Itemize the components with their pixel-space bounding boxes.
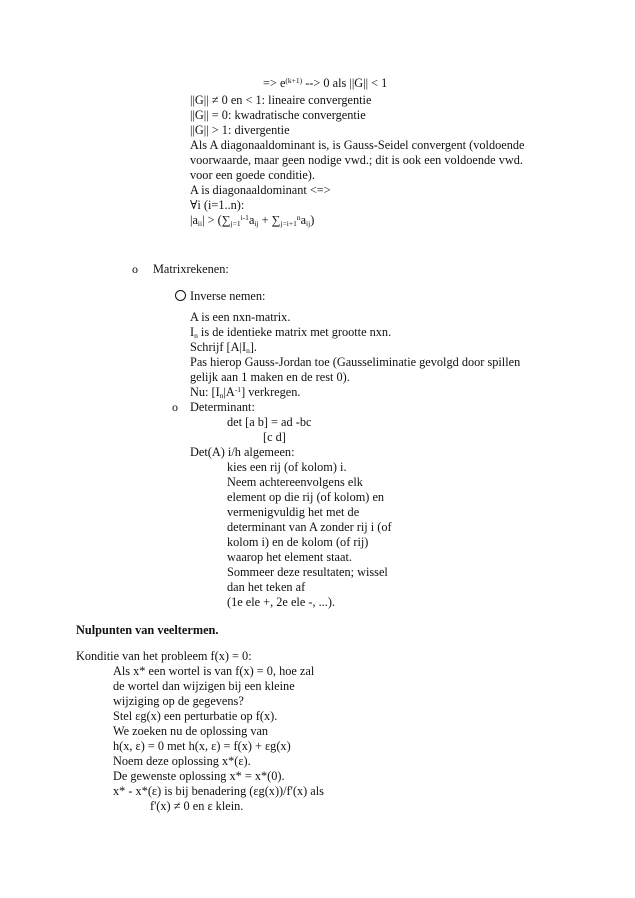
- convergence-line-9: ∀i (i=1..n):: [190, 198, 245, 212]
- determinant-text-line: waarop het element staat.: [227, 550, 352, 564]
- determinant-text-line: (1e ele +, 2e ele -, ...).: [227, 595, 335, 609]
- nulpunten-last-line: f'(x) ≠ 0 en ε klein.: [150, 799, 244, 813]
- diagonal-dominance-formula: $|a_{ii}| > (\sum_{j=1}^{i-1}a_{ij} + \sum_{j=i+1}^na_{ij})$: [190, 213, 315, 228]
- convergence-line-7: voor een goede conditie).: [190, 168, 315, 182]
- section-title-matrixrekenen: Matrixrekenen:: [153, 262, 229, 276]
- section-heading-nulpunten: Nulpunten van veeltermen.: [76, 623, 219, 637]
- nulpunten-text-line: Stel εg(x) een perturbatie op f(x).: [113, 709, 278, 723]
- determinant-text-line: element op die rij (of kolom) en: [227, 490, 385, 504]
- nulpunten-text-line: h(x, ε) = 0 met h(x, ε) = f(x) + εg(x): [113, 739, 291, 753]
- convergence-line-5: Als A diagonaaldominant is, is Gauss-Seidel convergent (voldoende: [190, 138, 525, 152]
- determinant-text-line: dan het teken af: [227, 580, 306, 594]
- determinant-text-line: Sommeer deze resultaten; wissel: [227, 565, 388, 579]
- determinant-text-line: kies een rij (of kolom) i.: [227, 460, 347, 474]
- nulpunten-intro: Konditie van het probleem f(x) = 0:: [76, 649, 252, 663]
- nulpunten-text-line: de wortel dan wijzigen bij een kleine: [113, 679, 295, 693]
- inverse-line-1: A is een nxn-matrix.: [190, 310, 291, 324]
- nulpunten-text-line: Noem deze oplossing x*(ε).: [113, 754, 251, 768]
- nulpunten-text-line: We zoeken nu de oplossing van: [113, 724, 269, 738]
- determinant-line-1: det [a b] = ad -bc: [227, 415, 312, 429]
- subsection-title-determinant: Determinant:: [190, 400, 255, 414]
- convergence-line-3: ||G|| = 0: kwadratische convergentie: [190, 108, 366, 122]
- nulpunten-text-line: De gewenste oplossing x* = x*(0).: [113, 769, 285, 783]
- list-bullet: o: [172, 400, 178, 414]
- determinant-general-title: Det(A) i/h algemeen:: [190, 445, 295, 459]
- convergence-line-6: voorwaarde, maar geen nodige vwd.; dit is ook een voldoende vwd.: [190, 153, 523, 167]
- inverse-line-4: Pas hierop Gauss-Jordan toe (Gausseliminatie gevolgd door spillen: [190, 355, 521, 369]
- nulpunten-text-line: Als x* een wortel is van f(x) = 0, hoe zal: [113, 664, 315, 678]
- inverse-line-5: gelijk aan 1 maken en de rest 0).: [190, 370, 350, 384]
- determinant-text-line: kolom i) en de kolom (of rij): [227, 535, 369, 549]
- list-bullet: o: [132, 262, 138, 276]
- determinant-text-line: determinant van A zonder rij i (of: [227, 520, 392, 534]
- determinant-text-line: Neem achtereenvolgens elk: [227, 475, 363, 489]
- inverse-line-6: Nu: $[I_n|A^{-1}]$ verkregen.: [190, 385, 301, 400]
- determinant-text-line: vermenigvuldig het met de: [227, 505, 360, 519]
- nulpunten-text-line: x* - x*(ε) is bij benadering (εg(x))/f'(x) als: [113, 784, 324, 798]
- inverse-line-2: $I_n$ is de identieke matrix met grootte nxn.: [190, 325, 392, 340]
- convergence-line-1: => $e^{(k+1)}$ --> 0 als ||G|| < 1: [263, 76, 388, 90]
- convergence-line-4: ||G|| > 1: divergentie: [190, 123, 290, 137]
- subsection-title-inverse: Inverse nemen:: [190, 289, 266, 303]
- convergence-line-8: A is diagonaaldominant <=>: [190, 183, 331, 197]
- inverse-line-3: Schrijf $[A|I_n]$.: [190, 340, 257, 355]
- convergence-line-2: ||G|| ≠ 0 en < 1: lineaire convergentie: [190, 93, 372, 107]
- circle-bullet-icon: [175, 290, 186, 301]
- determinant-line-2: [c d]: [263, 430, 286, 444]
- nulpunten-text-line: wijziging op de gegevens?: [113, 694, 244, 708]
